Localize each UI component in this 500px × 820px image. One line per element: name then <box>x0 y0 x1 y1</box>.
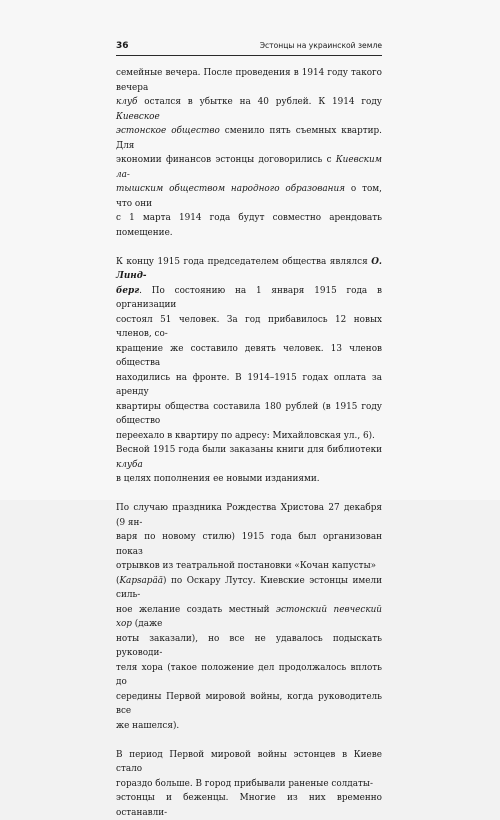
page-number: 36 <box>116 41 129 51</box>
text-run: о том, что они с 1 марта 1914 года будут совместно арендовать помещение. <box>116 184 382 238</box>
text-run: В период Первой мировой войны эстонцев в Киеве стало гораздо больше. В город прибывали раненые солдаты- эстонцы и беженцы. Многие из них временно останавли- <box>116 750 382 818</box>
emphasis-run: Kapsapää <box>119 576 163 586</box>
emphasis-run: О. Линд- берг <box>116 257 382 296</box>
paragraph <box>116 255 382 487</box>
text-run: (даже ноты заказали), но все не удавалось подыскать руководи- теля хора (такое положение дел продолжалось вплоть до середины Первой мировой войны, когда руководитель все же нашелся). <box>116 619 382 731</box>
header-rule <box>116 55 382 56</box>
paragraph <box>116 748 382 820</box>
emphasis-run: эстонский певческий хор <box>116 605 382 630</box>
emphasis-run: клуба <box>116 460 143 470</box>
text-run: ) по Оскару Лутсу. Киевские эстонцы имели силь- ное желание создать местный <box>116 576 382 615</box>
text-run: остался в убытке на 40 рублей. К 1914 году <box>137 97 382 107</box>
running-header <box>116 41 382 55</box>
emphasis-run: клуб <box>116 97 137 107</box>
body-text <box>116 66 382 820</box>
text-run: в целях пополнения ее новыми изданиями. <box>116 474 320 484</box>
emphasis-run: Киевским ла- тышским обществом народного образования <box>116 155 382 194</box>
text-run: По случаю праздника Рождества Христова 27 декабря (9 ян- варя по новому стилю) 1915 года был организован показ отрывков из театральной постановки «Кочан капусты» ( <box>116 503 382 586</box>
text-run: сменило пять съемных квартир. Для экономии финансов эстонцы договорились с <box>116 126 382 165</box>
text-run: К концу 1915 года председателем общества являлся <box>116 257 371 267</box>
text-run: . По состоянию на 1 января 1915 года в организации состоял 51 человек. За год прибавилось 12 новых членов, со- кращение же составило девять человек. 13 членов общества находились на фронте. В 1914–1915 годах оплата за аренду квартиры общества составила 180 рублей (в 1915 году общество переехало в квартиру по адресу: Михайловская ул., 6). Весной 1915 года были заказаны книги для библиотеки <box>116 286 382 456</box>
paragraph <box>116 501 382 733</box>
emphasis-run: Киевское эстонское общество <box>116 112 220 137</box>
running-title: Эстонцы на украинской земле <box>260 41 382 50</box>
paragraph <box>116 66 382 240</box>
text-run: семейные вечера. После проведения в 1914 году такого вечера <box>116 68 382 93</box>
